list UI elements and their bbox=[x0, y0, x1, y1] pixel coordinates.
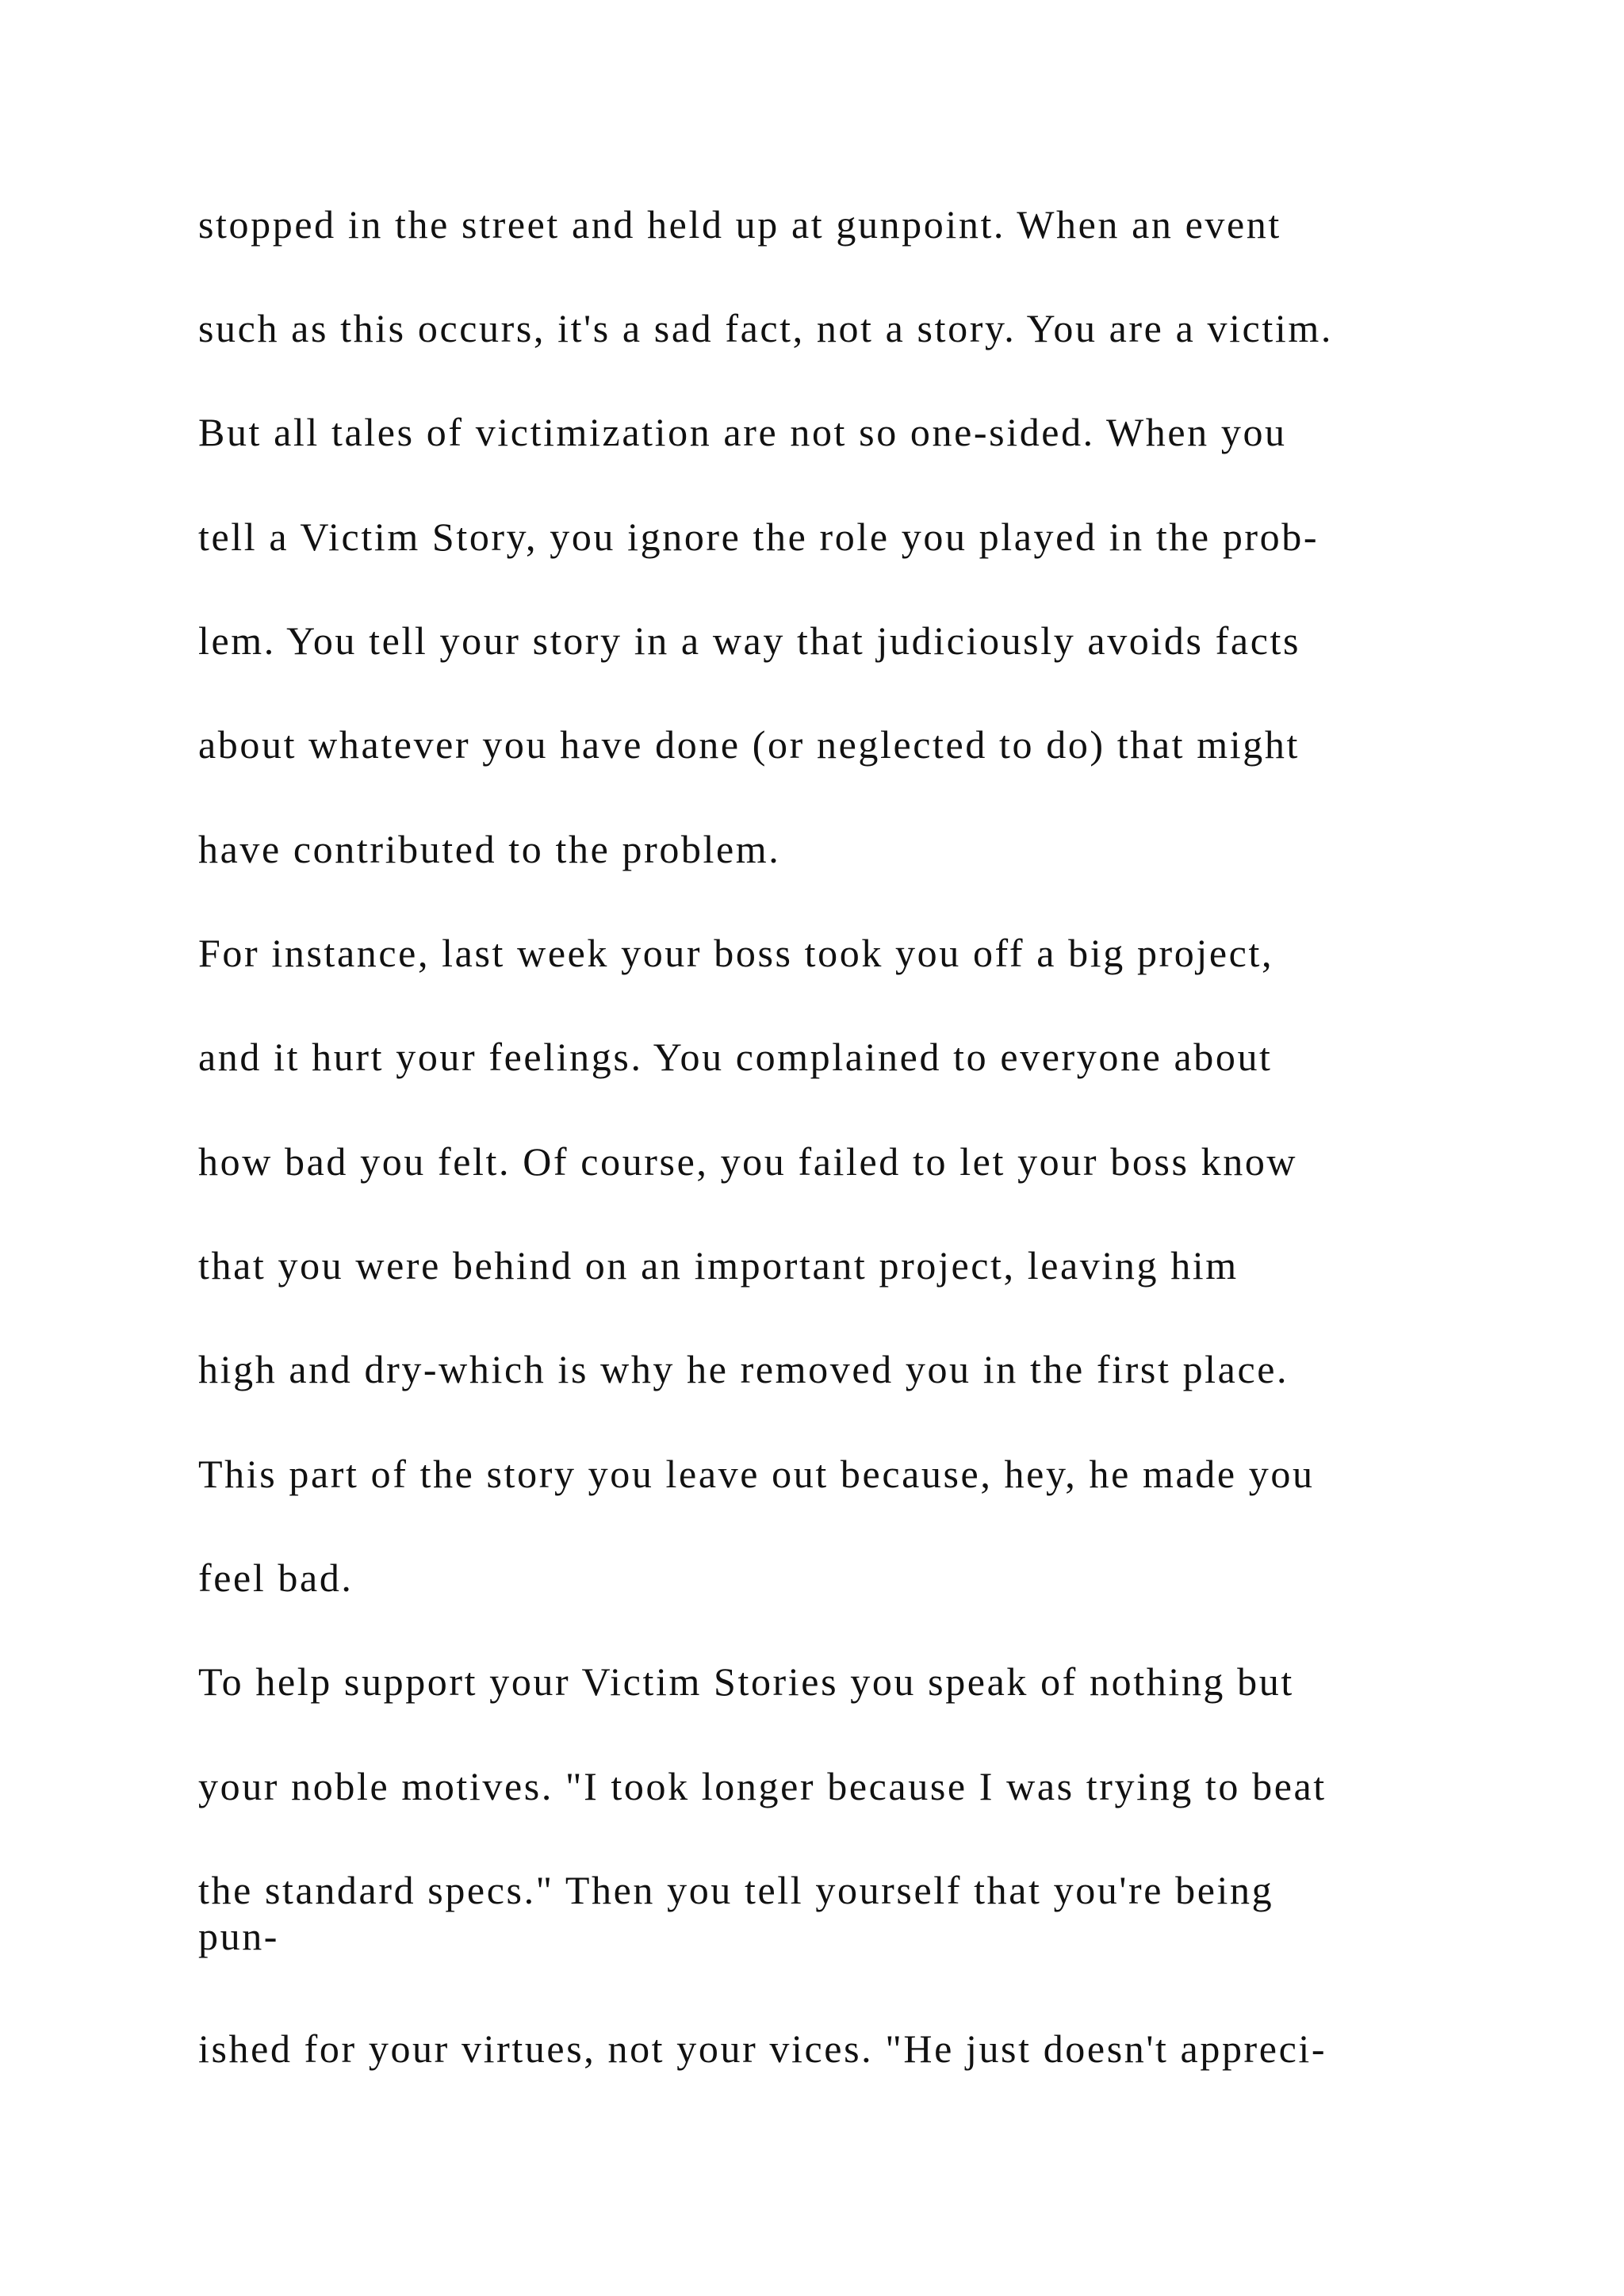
text-line: how bad you felt. Of course, you failed to let your boss know bbox=[198, 1139, 1298, 1184]
text-line: This part of the story you leave out because, hey, he made you bbox=[198, 1452, 1315, 1496]
text-line: the standard specs." Then you tell yourself that you're being bbox=[198, 1868, 1274, 1912]
text-line: high and dry-which is why he removed you in the first place. bbox=[198, 1347, 1289, 1391]
text-line: pun- bbox=[198, 1914, 280, 1958]
text-line: feel bad. bbox=[198, 1556, 354, 1600]
text-line: tell a Victim Story, you ignore the role you played in the prob- bbox=[198, 515, 1320, 559]
text-line: ished for your virtues, not your vices. "He just doesn't appreci- bbox=[198, 2026, 1327, 2071]
text-line: such as this occurs, it's a sad fact, not a story. You are a victim. bbox=[198, 306, 1333, 350]
text-line: and it hurt your feelings. You complained to everyone about bbox=[198, 1035, 1273, 1079]
text-line: have contributed to the problem. bbox=[198, 827, 781, 871]
text-line: But all tales of victimization are not so one-sided. When you bbox=[198, 410, 1287, 454]
text-line: For instance, last week your boss took you off a big project, bbox=[198, 931, 1274, 975]
text-line: about whatever you have done (or neglected to do) that might bbox=[198, 722, 1300, 767]
text-line: lem. You tell your story in a way that judiciously avoids facts bbox=[198, 618, 1301, 663]
text-line: To help support your Victim Stories you speak of nothing but bbox=[198, 1659, 1294, 1704]
text-line: your noble motives. "I took longer because I was trying to beat bbox=[198, 1764, 1327, 1808]
text-line: stopped in the street and held up at gunpoint. When an event bbox=[198, 202, 1281, 247]
text-line: that you were behind on an important project, leaving him bbox=[198, 1243, 1239, 1288]
